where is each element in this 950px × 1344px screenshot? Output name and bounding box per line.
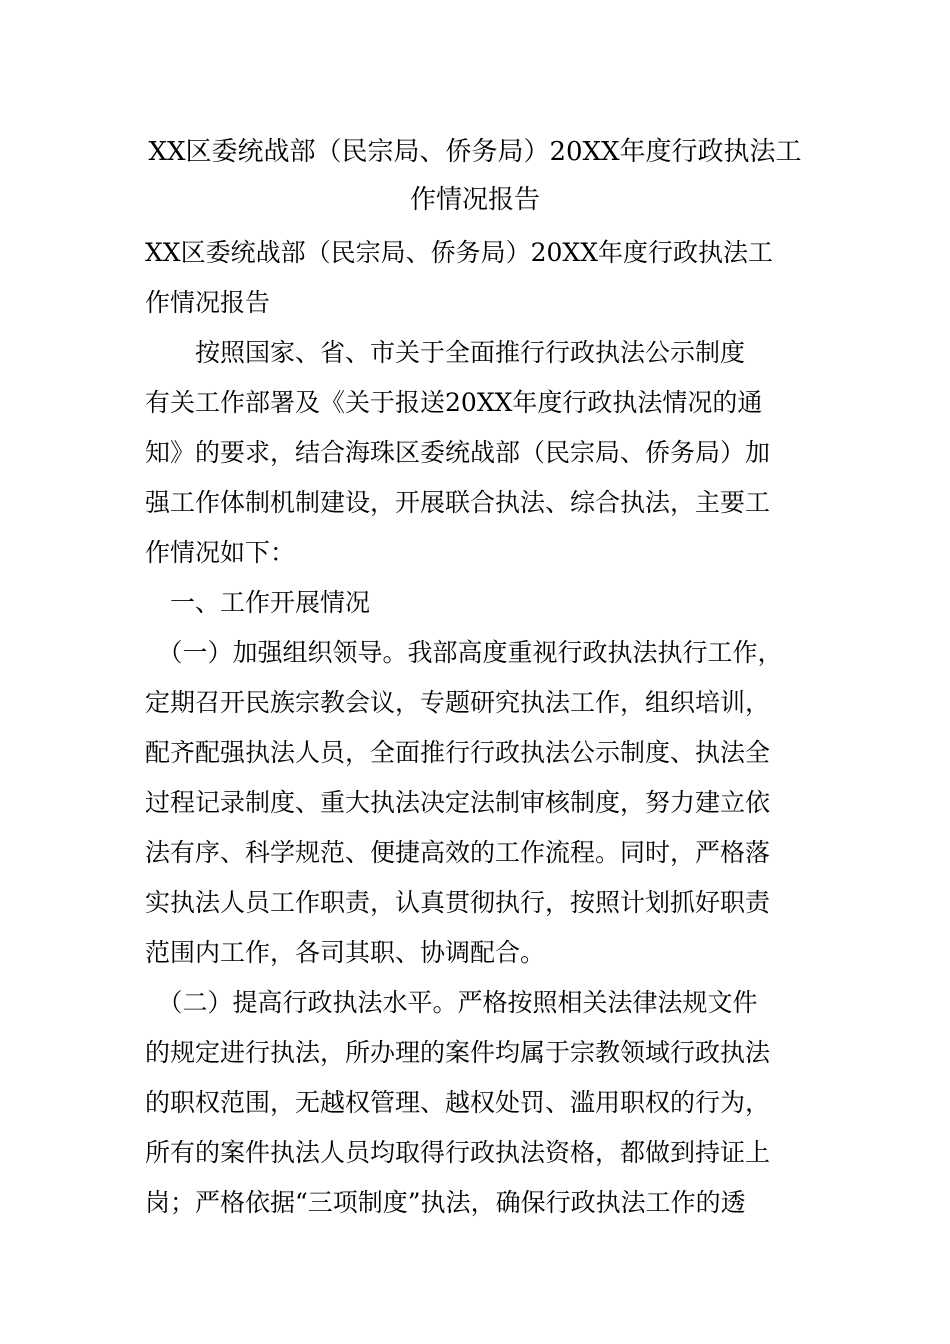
para1-line-3: 配齐配强执法人员，全面推行行政执法公示制度、执法全 — [145, 738, 771, 767]
para2-line-3: 的职权范围，无越权管理、越权处罚、滥用职权的行为， — [145, 1088, 771, 1117]
intro-line-2: 有关工作部署及《关于报送20XX年度行政执法情况的通 — [145, 388, 763, 417]
para1-line-6: 实执法人员工作职责，认真贯彻执行，按照计划抓好职责 — [145, 888, 771, 917]
title-line-1: XX区委统战部（民宗局、侨务局）20XX年度行政执法工 — [148, 137, 802, 167]
paragraph-2 — [145, 978, 810, 1228]
intro-line-1: 按照国家、省、市关于全面推行行政执法公示制度 — [145, 338, 746, 367]
intro-paragraph — [145, 328, 810, 578]
intro-line-3: 知》的要求，结合海珠区委统战部（民宗局、侨务局）加 — [145, 438, 771, 467]
paragraph-1 — [145, 628, 810, 978]
subtitle-line-1: XX区委统战部（民宗局、侨务局）20XX年度行政执法工 — [145, 238, 774, 267]
title-line-2: 作情况报告 — [409, 185, 540, 215]
para2-line-4: 所有的案件执法人员均取得行政执法资格，都做到持证上 — [145, 1138, 771, 1167]
para2-line-1: （二）提高行政执法水平。严格按照相关法律法规文件 — [145, 988, 758, 1017]
para1-line-7: 范围内工作，各司其职、协调配合。 — [145, 938, 546, 967]
subtitle-line-2: 作情况报告 — [145, 288, 271, 317]
para1-line-1: （一）加强组织领导。我部高度重视行政执法执行工作， — [145, 638, 783, 667]
para1-line-2: 定期召开民族宗教会议，专题研究执法工作，组织培训， — [145, 688, 771, 717]
intro-line-5: 作情况如下： — [145, 538, 296, 567]
intro-line-4: 强工作体制机制建设，开展联合执法、综合执法，主要工 — [145, 488, 771, 517]
para1-line-5: 法有序、科学规范、便捷高效的工作流程。同时，严格落 — [145, 838, 771, 867]
para2-line-2: 的规定进行执法，所办理的案件均属于宗教领域行政执法 — [145, 1038, 771, 1067]
document-title — [0, 128, 950, 224]
document-body — [145, 228, 810, 1228]
subtitle — [145, 228, 810, 328]
section-heading-1: 一、工作开展情况 — [145, 588, 371, 617]
para2-line-5: 岗；严格依据“三项制度”执法，确保行政执法工作的透 — [145, 1188, 746, 1217]
para1-line-4: 过程记录制度、重大执法决定法制审核制度，努力建立依 — [145, 788, 771, 817]
